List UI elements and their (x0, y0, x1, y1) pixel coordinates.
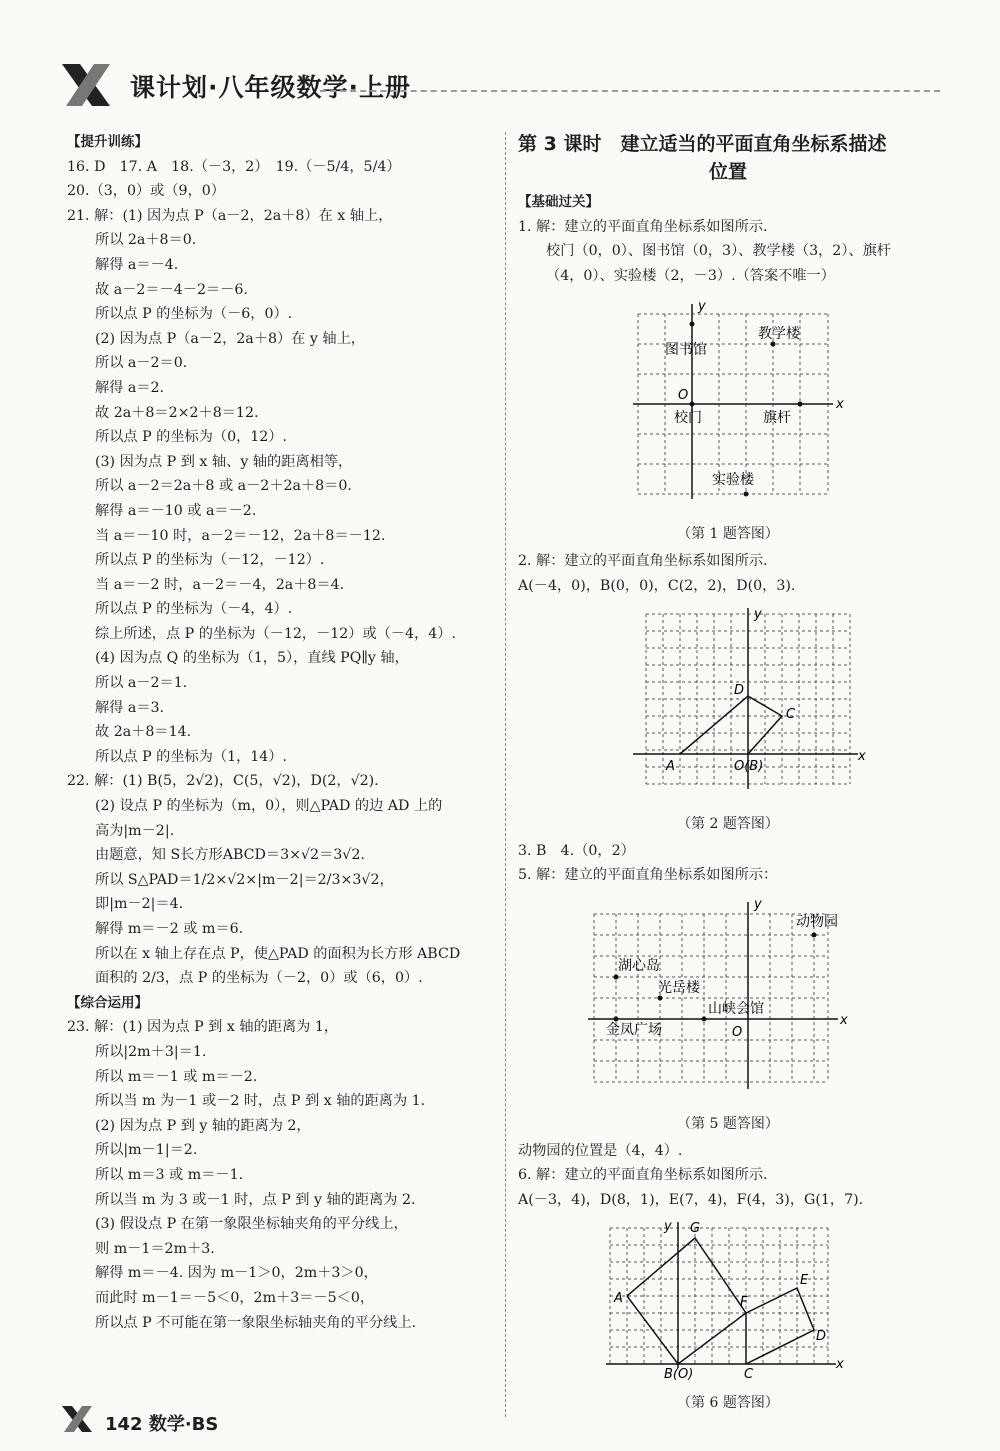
text-line: 所以|2m＋3|＝1. (95, 1043, 207, 1060)
text-line: 而此时 m－1＝－5＜0，2m＋3＝－5＜0， (95, 1289, 375, 1306)
figure-6-caption: （第 6 题答图） (677, 1394, 779, 1411)
label-c6: C (744, 1367, 754, 1383)
text-line: 所以 m＝3 或 m＝－1. (95, 1166, 244, 1183)
text-line: 所以当 m 为 3 或－1 时，点 P 到 y 轴的距离为 2. (95, 1191, 416, 1208)
label-y: y (698, 299, 706, 315)
figure-2-caption: （第 2 题答图） (677, 815, 779, 832)
figure-6-graph (518, 1218, 938, 1383)
page-header (60, 60, 940, 110)
q1-line2: 校门（0，0）、图书馆（0，3）、教学楼（3，2）、旗杆 (546, 243, 891, 260)
text-line: 所以当 m 为－1 或－2 时，点 P 到 x 轴的距离为 1. (95, 1093, 426, 1110)
section-heading: 【提升训练】 (67, 134, 148, 150)
label-x6: x (836, 1357, 844, 1373)
lesson-title-line1: 第 3 课时 建立适当的平面直角坐标系描述 (518, 133, 887, 155)
text-line: 所以 m＝－1 或 m＝－2. (95, 1068, 258, 1085)
text-line: 综上所述，点 P 的坐标为（－12，－12）或（－4，4）. (95, 625, 456, 642)
text-line: 则 m－1＝2m＋3. (95, 1240, 215, 1257)
q2-line2: A(－4，0)，B(0，0)，C(2，2)，D(0，3). (518, 577, 796, 594)
text-line: 所以 a－2＝1. (95, 675, 188, 692)
label-lab: 实验楼 (712, 472, 754, 489)
lesson-title-line2: 位置 (708, 161, 747, 183)
text-line: 当 a＝－10 时，a－2＝－12，2a＋8＝－12. (95, 527, 386, 544)
text-line: 所以 2a＋8＝0. (95, 232, 197, 249)
text-line: 当 a＝－2 时，a－2＝－4，2a＋8＝4. (95, 576, 345, 593)
text-line: 20.（3，0）或（9，0） (67, 183, 225, 200)
text-line: 解得 a＝－4. (95, 256, 179, 273)
label-a: A (666, 759, 675, 775)
header-rule (320, 90, 940, 92)
figure-1 (518, 294, 938, 545)
label-g6: G (690, 1221, 701, 1237)
q5-line1: 5. 解：建立的平面直角坐标系如图所示： (518, 867, 778, 884)
text-line: 由题意，知 S长方形ABCD＝3×√2＝3√2. (95, 847, 365, 864)
label-bo6: B(O) (664, 1367, 694, 1383)
label-zoo: 动物园 (796, 913, 838, 930)
label-guang: 光岳楼 (658, 979, 700, 996)
logo-icon (60, 60, 116, 110)
text-line: 16. D 17. A 18.（－3，2） 19.（－5/4，5/4） (67, 158, 401, 175)
q1-line3: （4，0）、实验楼（2，－3）.（答案不唯一） (546, 267, 835, 284)
figure-1-caption: （第 1 题答图） (677, 525, 779, 542)
label-ob: O(B) (734, 759, 764, 775)
text-line: 所以 S△PAD＝1/2×√2×|m－2|＝2/3×3√2， (95, 871, 394, 888)
text-line: 所以 a－2＝0. (95, 355, 188, 372)
text-line: (2) 设点 P 的坐标为（m，0），则△PAD 的边 AD 上的 (95, 798, 443, 815)
text-line: 所以点 P 的坐标为（1，14）. (95, 748, 288, 765)
figure-1-graph (518, 294, 938, 514)
label-f6: F (740, 1295, 748, 1311)
text-line: 即|m－2|＝4. (95, 896, 184, 913)
text-line: 23. 解：(1) 因为点 P 到 x 轴的距离为 1， (67, 1019, 339, 1036)
label-shan: 山峡会馆 (708, 1000, 764, 1017)
left-column (67, 130, 492, 1335)
header-title: 课计划·八年级数学·上册 (130, 73, 411, 102)
label-y2: y (754, 607, 762, 623)
label-island: 湖心岛 (618, 957, 660, 974)
figure-5-graph (518, 894, 938, 1104)
section-heading: 【综合运用】 (67, 994, 148, 1011)
text-line: 所以点 P 的坐标为（－6，0）. (95, 306, 293, 323)
label-d: D (734, 683, 745, 699)
text-line: 高为|m－2|. (95, 822, 175, 839)
label-o5: O (732, 1024, 743, 1040)
figure-6 (518, 1218, 938, 1414)
page-footer (60, 1404, 360, 1440)
label-origin: O (678, 388, 689, 404)
text-line: 所以 a－2＝2a＋8 或 a－2＋2a＋8＝0. (95, 478, 352, 495)
label-y6: y (664, 1219, 672, 1235)
text-line: 21. 解：(1) 因为点 P（a－2，2a＋8）在 x 轴上， (67, 207, 393, 224)
text-line: 所以|m－1|＝2. (95, 1142, 198, 1159)
label-x2: x (858, 749, 866, 765)
text-line: 所以点 P 的坐标为（0，12）. (95, 429, 288, 446)
figure-5 (518, 894, 938, 1135)
text-line: 故 2a＋8＝14. (95, 724, 192, 741)
q3-4: 3. B 4.（0，2） (518, 842, 635, 859)
text-line: (3) 假设点 P 在第一象限坐标轴夹角的平分线上， (95, 1216, 408, 1233)
text-line: (2) 因为点 P 到 y 轴的距离为 2， (95, 1117, 311, 1134)
label-a6: A (614, 1291, 623, 1307)
text-line: (2) 因为点 P（a－2，2a＋8）在 y 轴上， (95, 330, 365, 347)
label-teaching: 教学楼 (758, 326, 800, 343)
text-line: 解得 m＝－4. 因为 m－1＞0，2m＋3＞0， (95, 1265, 378, 1282)
label-c: C (786, 707, 796, 723)
text-line: 故 a－2＝－4－2＝－6. (95, 281, 248, 298)
text-line: 解得 a＝3. (95, 699, 165, 716)
label-flag: 旗杆 (763, 410, 791, 427)
page-number: 142 数学·BS (105, 1414, 219, 1435)
figure-2-graph (518, 604, 938, 804)
text-line: 解得 m＝－2 或 m＝6. (95, 921, 244, 937)
text-line: 故 2a＋8＝2×2＋8＝12. (95, 404, 259, 421)
q6-line1: 6. 解：建立的平面直角坐标系如图所示. (518, 1167, 768, 1184)
text-line: 解得 a＝2. (95, 379, 165, 396)
q5-answer: 动物园的位置是（4，4）. (518, 1142, 683, 1159)
footer-logo-icon (60, 1404, 96, 1434)
label-gate: 校门 (674, 410, 702, 427)
text-line: 所以点 P 的坐标为（－12，－12）. (95, 552, 325, 569)
text-line: 面积的 2/3，点 P 的坐标为（－2，0）或（6，0）. (95, 970, 423, 987)
q2-line1: 2. 解：建立的平面直角坐标系如图所示. (518, 552, 768, 569)
q6-line2: A(－3，4)，D(8，1)，E(7，4)，F(4，3)，G(1，7). (518, 1191, 864, 1208)
figure-5-caption: （第 5 题答图） (677, 1115, 779, 1132)
text-line: 所以点 P 不可能在第一象限坐标轴夹角的平分线上. (95, 1314, 417, 1331)
label-library: 图书馆 (665, 342, 707, 359)
q1-line1: 1. 解：建立的平面直角坐标系如图所示. (518, 218, 768, 235)
text-line: (3) 因为点 P 到 x 轴、y 轴的距离相等， (95, 453, 353, 470)
column-divider (505, 132, 506, 1417)
label-x: x (836, 397, 844, 413)
label-d6: D (816, 1329, 827, 1345)
label-x5: x (840, 1012, 848, 1028)
section-basic: 【基础过关】 (518, 194, 599, 210)
figure-2 (518, 604, 938, 835)
label-y5: y (754, 896, 762, 912)
text-line: 所以点 P 的坐标为（－4，4）. (95, 601, 293, 618)
text-line: 解得 a＝－10 或 a＝－2. (95, 502, 257, 519)
label-jin: 金凤广场 (606, 1021, 662, 1038)
text-line: 22. 解：(1) B(5，2√2)，C(5，√2)，D(2，√2). (67, 773, 379, 790)
right-column (518, 130, 938, 1418)
lesson-title (518, 130, 938, 186)
text-line: (4) 因为点 Q 的坐标为（1，5），直线 PQ∥y 轴， (95, 650, 409, 667)
text-line: 所以在 x 轴上存在点 P，使△PAD 的面积为长方形 ABCD (95, 945, 461, 962)
label-e6: E (800, 1273, 809, 1289)
